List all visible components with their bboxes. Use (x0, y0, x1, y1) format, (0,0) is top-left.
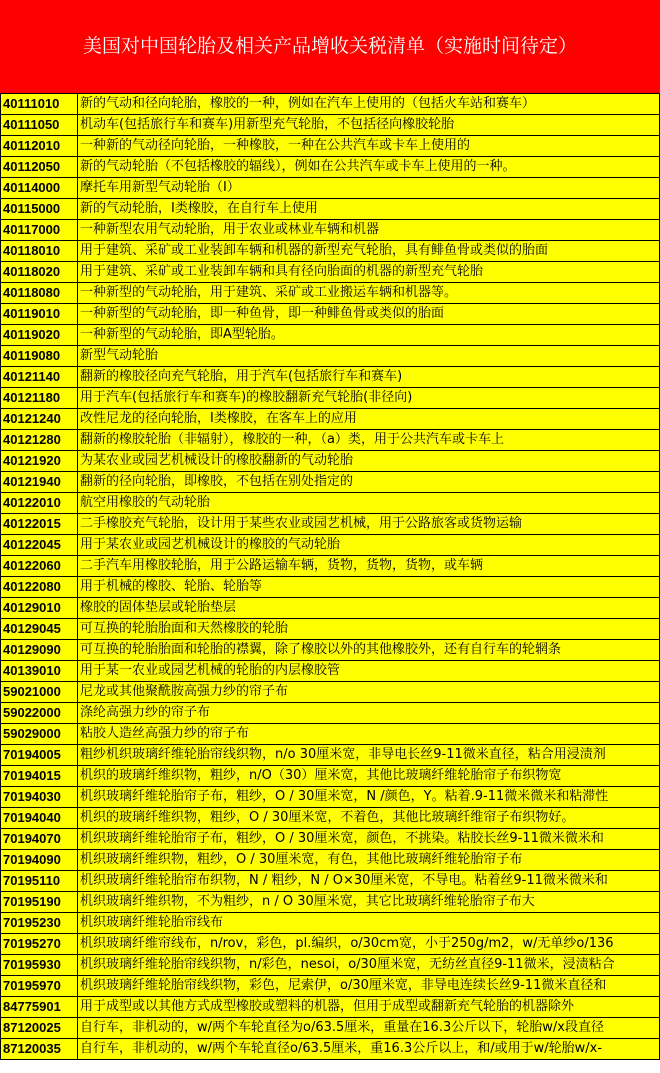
hts-code-cell: 40112050 (1, 157, 78, 178)
product-description-cell: 用于某一农业或园艺机械的轮胎的内层橡胶管 (78, 661, 660, 682)
hts-code-cell: 70194030 (1, 787, 78, 808)
table-row (1, 724, 660, 745)
hts-code-cell: 40121180 (1, 388, 78, 409)
table-row (1, 913, 660, 934)
table-row (1, 871, 660, 892)
product-description-cell: 粘胶人造丝高强力纱的帘子布 (78, 724, 660, 745)
product-description-cell: 新的气动轮胎（不包括橡胶的辐线），例如在公共汽车或卡车上使用的一种。 (78, 157, 660, 178)
product-description-cell: 一种新型的气动轮胎，即一种鱼骨，即一种鲱鱼骨或类似的胎面 (78, 304, 660, 325)
table-row (1, 304, 660, 325)
hts-code-cell: 59029000 (1, 724, 78, 745)
table-row (1, 997, 660, 1018)
hts-code-cell: 40111010 (1, 94, 78, 115)
hts-code-cell: 40114000 (1, 178, 78, 199)
hts-code-cell: 40129010 (1, 598, 78, 619)
table-row (1, 640, 660, 661)
product-description-cell: 用于建筑、采矿或工业装卸车辆和具有径向胎面的机器的新型充气轮胎 (78, 262, 660, 283)
product-description-cell: 用于汽车(包括旅行车和赛车)的橡胶翻新充气轮胎(非径向) (78, 388, 660, 409)
table-row (1, 451, 660, 472)
hts-code-cell: 40121280 (1, 430, 78, 451)
product-description-cell: 机织玻璃纤维织物，粗纱，O / 30厘米宽，有色，其他比玻璃纤维轮胎帘子布 (78, 850, 660, 871)
hts-code-cell: 40118020 (1, 262, 78, 283)
table-row (1, 283, 660, 304)
table-row (1, 556, 660, 577)
product-description-cell: 一种新型农用气动轮胎，用于农业或林业车辆和机器 (78, 220, 660, 241)
hts-code-cell: 40122015 (1, 514, 78, 535)
product-description-cell: 机织玻璃纤维帘线布，n/rov，彩色，pl.编织，o/30cm宽，小于250g/m2，w/无单纱o/136 (78, 934, 660, 955)
table-row (1, 409, 660, 430)
table-row (1, 94, 660, 115)
hts-code-cell: 40122045 (1, 535, 78, 556)
hts-code-cell: 40121140 (1, 367, 78, 388)
product-description-cell: 机织的玻璃纤维织物，粗纱，O / 30厘米宽，不着色，其他比玻璃纤维帘子布织物好。 (78, 808, 660, 829)
table-row (1, 178, 660, 199)
hts-code-cell: 70194040 (1, 808, 78, 829)
table-row (1, 514, 660, 535)
table-row (1, 199, 660, 220)
table-row (1, 115, 660, 136)
table-row (1, 577, 660, 598)
hts-code-cell: 84775901 (1, 997, 78, 1018)
hts-code-cell: 70195190 (1, 892, 78, 913)
product-description-cell: 尼龙或其他聚酰胺高强力纱的帘子布 (78, 682, 660, 703)
product-description-cell: 二手汽车用橡胶轮胎，用于公路运输车辆，货物，货物，货物，或车辆 (78, 556, 660, 577)
table-row (1, 955, 660, 976)
table-row (1, 220, 660, 241)
product-description-cell: 新型气动轮胎 (78, 346, 660, 367)
product-description-cell: 自行车，非机动的，w/两个车轮直径为o/63.5厘米，重量在16.3公斤以下，轮胎w/x段直径 (78, 1018, 660, 1039)
hts-code-cell: 40121920 (1, 451, 78, 472)
hts-code-cell: 40139010 (1, 661, 78, 682)
hts-code-cell: 40122080 (1, 577, 78, 598)
product-description-cell: 用于机械的橡胶、轮胎、轮胎等 (78, 577, 660, 598)
hts-code-cell: 40129045 (1, 619, 78, 640)
product-description-cell: 一种新的气动径向轮胎，一种橡胶，一种在公共汽车或卡车上使用的 (78, 136, 660, 157)
hts-code-cell: 40112010 (1, 136, 78, 157)
hts-code-cell: 70195270 (1, 934, 78, 955)
product-description-cell: 可互换的轮胎胎面和轮胎的襟翼，除了橡胶以外的其他橡胶外，还有自行车的轮辋条 (78, 640, 660, 661)
hts-code-cell: 40111050 (1, 115, 78, 136)
hts-code-cell: 59022000 (1, 703, 78, 724)
product-description-cell: 为某农业或园艺机械设计的橡胶翻新的气动轮胎 (78, 451, 660, 472)
hts-code-cell: 40119080 (1, 346, 78, 367)
hts-code-cell: 40119010 (1, 304, 78, 325)
product-description-cell: 机织玻璃纤维轮胎帘线织物，彩色，尼索伊，o/30厘米宽，非导电连续长丝9-11微米直径和 (78, 976, 660, 997)
table-row (1, 136, 660, 157)
table-row (1, 703, 660, 724)
product-description-cell: 用于建筑、采矿或工业装卸车辆和机器的新型充气轮胎，具有鲱鱼骨或类似的胎面 (78, 241, 660, 262)
hts-code-cell: 70195230 (1, 913, 78, 934)
hts-code-cell: 40118010 (1, 241, 78, 262)
product-description-cell: 机织玻璃纤维织物，不为粗纱，n / O 30厘米宽，其它比玻璃纤维轮胎帘子布大 (78, 892, 660, 913)
hts-code-cell: 70194070 (1, 829, 78, 850)
product-description-cell: 机动车(包括旅行车和赛车)用新型充气轮胎，不包括径向橡胶轮胎 (78, 115, 660, 136)
product-description-cell: 涤纶高强力纱的帘子布 (78, 703, 660, 724)
product-description-cell: 用于某农业或园艺机械设计的橡胶的气动轮胎 (78, 535, 660, 556)
product-description-cell: 可互换的轮胎胎面和天然橡胶的轮胎 (78, 619, 660, 640)
product-description-cell: 橡胶的固体垫层或轮胎垫层 (78, 598, 660, 619)
tariff-table (0, 93, 660, 1060)
product-description-cell: 新的气动和径向轮胎，橡胶的一种，例如在汽车上使用的（包括火车站和赛车） (78, 94, 660, 115)
product-description-cell: 摩托车用新型气动轮胎（Ⅰ） (78, 178, 660, 199)
table-row (1, 388, 660, 409)
hts-code-cell: 70194015 (1, 766, 78, 787)
table-row (1, 241, 660, 262)
page-title: 美国对中国轮胎及相关产品增收关税清单（实施时间待定） (0, 0, 660, 93)
product-description-cell: 机织的玻璃纤维织物，粗纱，n/O（30）厘米宽，其他比玻璃纤维轮胎帘子布织物宽 (78, 766, 660, 787)
product-description-cell: 翻新的橡胶径向充气轮胎，用于汽车(包括旅行车和赛车) (78, 367, 660, 388)
product-description-cell: 改性尼龙的径向轮胎，Ⅰ类橡胶，在客车上的应用 (78, 409, 660, 430)
table-row (1, 682, 660, 703)
table-row (1, 1039, 660, 1060)
table-row (1, 262, 660, 283)
table-row (1, 472, 660, 493)
table-row (1, 346, 660, 367)
product-description-cell: 翻新的橡胶轮胎（非辐射），橡胶的一种，（a）类，用于公共汽车或卡车上 (78, 430, 660, 451)
product-description-cell: 翻新的径向轮胎，即橡胶，不包括在别处指定的 (78, 472, 660, 493)
table-row (1, 976, 660, 997)
product-description-cell: 机织玻璃纤维轮胎帘线布 (78, 913, 660, 934)
hts-code-cell: 87120035 (1, 1039, 78, 1060)
product-description-cell: 用于成型或以其他方式成型橡胶或塑料的机器，但用于成型或翻新充气轮胎的机器除外 (78, 997, 660, 1018)
product-description-cell: 自行车，非机动的，w/两个车轮直径o/63.5厘米，重16.3公斤以上，和/或用于w/轮胎w/x- (78, 1039, 660, 1060)
table-row (1, 598, 660, 619)
hts-code-cell: 70195110 (1, 871, 78, 892)
hts-code-cell: 40118080 (1, 283, 78, 304)
product-description-cell: 机织玻璃纤维轮胎帘线织物，n/彩色，nesoi，o/30厘米宽，无纺丝直径9-11微米，浸渍粘合 (78, 955, 660, 976)
hts-code-cell: 70195930 (1, 955, 78, 976)
product-description-cell: 机织玻璃纤维轮胎帘子布，粗纱，O / 30厘米宽，N /颜色，Y。粘着.9-11微米微米和粘滞性 (78, 787, 660, 808)
product-description-cell: 航空用橡胶的气动轮胎 (78, 493, 660, 514)
hts-code-cell: 40121940 (1, 472, 78, 493)
table-row (1, 367, 660, 388)
hts-code-cell: 70194090 (1, 850, 78, 871)
table-row (1, 157, 660, 178)
table-row (1, 430, 660, 451)
hts-code-cell: 40122010 (1, 493, 78, 514)
table-row (1, 325, 660, 346)
tariff-table-body (1, 94, 660, 1060)
hts-code-cell: 40121240 (1, 409, 78, 430)
product-description-cell: 粗纱机织玻璃纤维轮胎帘线织物，n/o 30厘米宽，非导电长丝9-11微米直径，粘合用浸渍剂 (78, 745, 660, 766)
product-description-cell: 机织玻璃纤维轮胎帘子布，粗纱，O / 30厘米宽，颜色，不挑染。粘胶长丝9-11微米微米和 (78, 829, 660, 850)
hts-code-cell: 40117000 (1, 220, 78, 241)
table-row (1, 787, 660, 808)
table-row (1, 850, 660, 871)
hts-code-cell: 87120025 (1, 1018, 78, 1039)
product-description-cell: 一种新型的气动轮胎，即A型轮胎。 (78, 325, 660, 346)
product-description-cell: 机织玻璃纤维轮胎帘布织物，N / 粗纱，N / O×30厘米宽，不导电。粘着丝9-11微米微米和 (78, 871, 660, 892)
hts-code-cell: 70194005 (1, 745, 78, 766)
table-row (1, 934, 660, 955)
table-row (1, 766, 660, 787)
table-row (1, 745, 660, 766)
table-row (1, 535, 660, 556)
product-description-cell: 新的气动轮胎，Ⅰ类橡胶，在自行车上使用 (78, 199, 660, 220)
table-row (1, 892, 660, 913)
hts-code-cell: 40122060 (1, 556, 78, 577)
table-row (1, 1018, 660, 1039)
product-description-cell: 一种新型的气动轮胎，用于建筑、采矿或工业搬运车辆和机器等。 (78, 283, 660, 304)
hts-code-cell: 59021000 (1, 682, 78, 703)
table-row (1, 661, 660, 682)
hts-code-cell: 40129090 (1, 640, 78, 661)
table-row (1, 808, 660, 829)
hts-code-cell: 70195970 (1, 976, 78, 997)
product-description-cell: 二手橡胶充气轮胎，设计用于某些农业或园艺机械，用于公路旅客或货物运输 (78, 514, 660, 535)
hts-code-cell: 40115000 (1, 199, 78, 220)
hts-code-cell: 40119020 (1, 325, 78, 346)
table-row (1, 619, 660, 640)
table-row (1, 493, 660, 514)
table-row (1, 829, 660, 850)
